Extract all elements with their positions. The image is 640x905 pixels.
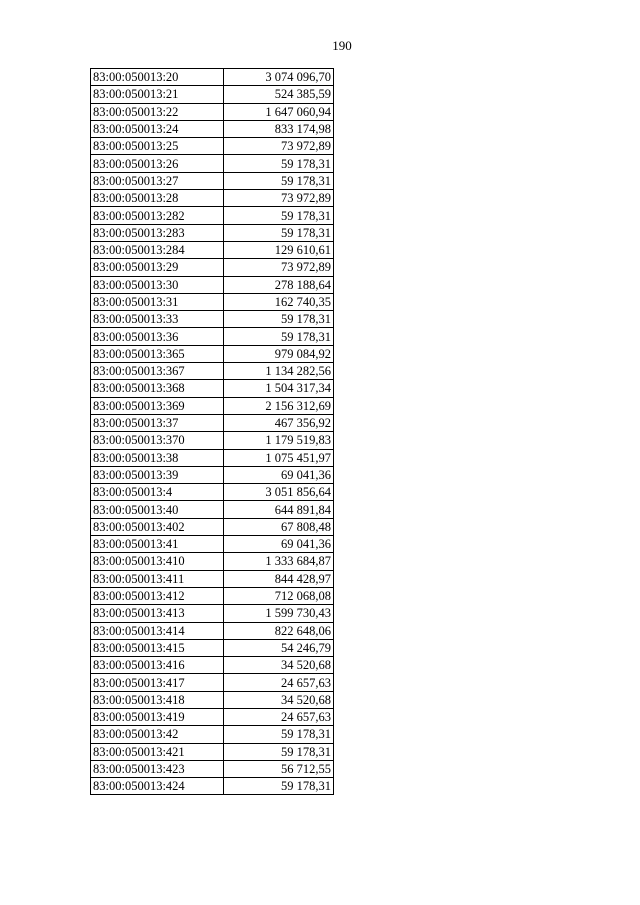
cadastral-number-cell: 83:00:050013:423 — [91, 760, 224, 777]
table-row — [91, 708, 334, 725]
cadastral-value-cell: 73 972,89 — [224, 190, 334, 207]
cadastral-value-table — [90, 68, 334, 795]
table-row — [91, 241, 334, 258]
cadastral-value-cell: 59 178,31 — [224, 778, 334, 795]
table-row — [91, 691, 334, 708]
cadastral-value-cell: 34 520,68 — [224, 657, 334, 674]
table-row — [91, 190, 334, 207]
cadastral-value-cell: 844 428,97 — [224, 570, 334, 587]
table-row — [91, 639, 334, 656]
cadastral-number-cell: 83:00:050013:414 — [91, 622, 224, 639]
cadastral-number-cell: 83:00:050013:412 — [91, 587, 224, 604]
cadastral-value-cell: 59 178,31 — [224, 224, 334, 241]
cadastral-number-cell: 83:00:050013:38 — [91, 449, 224, 466]
cadastral-number-cell: 83:00:050013:410 — [91, 553, 224, 570]
cadastral-value-cell: 1 134 282,56 — [224, 363, 334, 380]
table-row — [91, 501, 334, 518]
cadastral-value-cell: 162 740,35 — [224, 293, 334, 310]
cadastral-value-cell: 833 174,98 — [224, 120, 334, 137]
cadastral-value-cell: 129 610,61 — [224, 241, 334, 258]
cadastral-number-cell: 83:00:050013:20 — [91, 69, 224, 86]
table-row — [91, 138, 334, 155]
cadastral-value-cell: 73 972,89 — [224, 138, 334, 155]
table-row — [91, 726, 334, 743]
cadastral-number-cell: 83:00:050013:30 — [91, 276, 224, 293]
table-row — [91, 553, 334, 570]
table-row — [91, 172, 334, 189]
cadastral-value-cell: 59 178,31 — [224, 172, 334, 189]
table-row — [91, 484, 334, 501]
cadastral-number-cell: 83:00:050013:42 — [91, 726, 224, 743]
cadastral-value-cell: 24 657,63 — [224, 674, 334, 691]
cadastral-number-cell: 83:00:050013:424 — [91, 778, 224, 795]
cadastral-value-cell: 278 188,64 — [224, 276, 334, 293]
cadastral-number-cell: 83:00:050013:24 — [91, 120, 224, 137]
page-number: 190 — [332, 38, 352, 53]
table-row — [91, 760, 334, 777]
cadastral-value-cell: 59 178,31 — [224, 743, 334, 760]
cadastral-number-cell: 83:00:050013:419 — [91, 708, 224, 725]
table-row — [91, 414, 334, 431]
table-row — [91, 449, 334, 466]
cadastral-number-cell: 83:00:050013:25 — [91, 138, 224, 155]
cadastral-number-cell: 83:00:050013:421 — [91, 743, 224, 760]
cadastral-value-cell: 822 648,06 — [224, 622, 334, 639]
cadastral-value-cell: 3 074 096,70 — [224, 69, 334, 86]
cadastral-number-cell: 83:00:050013:29 — [91, 259, 224, 276]
cadastral-number-cell: 83:00:050013:283 — [91, 224, 224, 241]
table-row — [91, 432, 334, 449]
cadastral-value-cell: 1 333 684,87 — [224, 553, 334, 570]
cadastral-number-cell: 83:00:050013:411 — [91, 570, 224, 587]
cadastral-value-cell: 979 084,92 — [224, 345, 334, 362]
table-body — [91, 69, 334, 795]
table-row — [91, 69, 334, 86]
table-row — [91, 605, 334, 622]
cadastral-value-cell: 3 051 856,64 — [224, 484, 334, 501]
table-row — [91, 363, 334, 380]
cadastral-number-cell: 83:00:050013:27 — [91, 172, 224, 189]
cadastral-number-cell: 83:00:050013:41 — [91, 536, 224, 553]
cadastral-number-cell: 83:00:050013:4 — [91, 484, 224, 501]
cadastral-number-cell: 83:00:050013:367 — [91, 363, 224, 380]
cadastral-value-cell: 24 657,63 — [224, 708, 334, 725]
cadastral-value-cell: 1 179 519,83 — [224, 432, 334, 449]
cadastral-number-cell: 83:00:050013:31 — [91, 293, 224, 310]
cadastral-number-cell: 83:00:050013:415 — [91, 639, 224, 656]
table-row — [91, 155, 334, 172]
table-row — [91, 570, 334, 587]
table-row — [91, 207, 334, 224]
cadastral-value-cell: 54 246,79 — [224, 639, 334, 656]
table-row — [91, 293, 334, 310]
table-row — [91, 518, 334, 535]
cadastral-number-cell: 83:00:050013:413 — [91, 605, 224, 622]
cadastral-value-cell: 1 075 451,97 — [224, 449, 334, 466]
cadastral-number-cell: 83:00:050013:365 — [91, 345, 224, 362]
cadastral-number-cell: 83:00:050013:418 — [91, 691, 224, 708]
cadastral-value-cell: 67 808,48 — [224, 518, 334, 535]
cadastral-value-cell: 59 178,31 — [224, 207, 334, 224]
cadastral-value-cell: 59 178,31 — [224, 155, 334, 172]
table-row — [91, 657, 334, 674]
table-row — [91, 622, 334, 639]
cadastral-number-cell: 83:00:050013:282 — [91, 207, 224, 224]
table-row — [91, 276, 334, 293]
table-row — [91, 120, 334, 137]
cadastral-value-cell: 644 891,84 — [224, 501, 334, 518]
cadastral-number-cell: 83:00:050013:402 — [91, 518, 224, 535]
cadastral-value-cell: 59 178,31 — [224, 311, 334, 328]
table-row — [91, 536, 334, 553]
cadastral-number-cell: 83:00:050013:36 — [91, 328, 224, 345]
cadastral-number-cell: 83:00:050013:417 — [91, 674, 224, 691]
table-row — [91, 743, 334, 760]
cadastral-value-cell: 467 356,92 — [224, 414, 334, 431]
table-row — [91, 674, 334, 691]
cadastral-value-cell: 73 972,89 — [224, 259, 334, 276]
cadastral-number-cell: 83:00:050013:368 — [91, 380, 224, 397]
table-row — [91, 328, 334, 345]
cadastral-value-cell: 2 156 312,69 — [224, 397, 334, 414]
cadastral-number-cell: 83:00:050013:22 — [91, 103, 224, 120]
table-row — [91, 466, 334, 483]
cadastral-value-cell: 59 178,31 — [224, 726, 334, 743]
table-row — [91, 103, 334, 120]
cadastral-value-cell: 524 385,59 — [224, 86, 334, 103]
cadastral-number-cell: 83:00:050013:33 — [91, 311, 224, 328]
table-row — [91, 345, 334, 362]
cadastral-number-cell: 83:00:050013:370 — [91, 432, 224, 449]
cadastral-value-cell: 1 647 060,94 — [224, 103, 334, 120]
cadastral-value-cell: 712 068,08 — [224, 587, 334, 604]
table-row — [91, 380, 334, 397]
cadastral-number-cell: 83:00:050013:28 — [91, 190, 224, 207]
table-row — [91, 86, 334, 103]
cadastral-value-cell: 69 041,36 — [224, 536, 334, 553]
table-row — [91, 311, 334, 328]
cadastral-number-cell: 83:00:050013:21 — [91, 86, 224, 103]
table-row — [91, 397, 334, 414]
cadastral-number-cell: 83:00:050013:369 — [91, 397, 224, 414]
table-row — [91, 778, 334, 795]
cadastral-value-cell: 34 520,68 — [224, 691, 334, 708]
cadastral-number-cell: 83:00:050013:40 — [91, 501, 224, 518]
table-row — [91, 259, 334, 276]
cadastral-number-cell: 83:00:050013:39 — [91, 466, 224, 483]
cadastral-number-cell: 83:00:050013:284 — [91, 241, 224, 258]
table-row — [91, 224, 334, 241]
cadastral-value-cell: 69 041,36 — [224, 466, 334, 483]
cadastral-value-cell: 1 504 317,34 — [224, 380, 334, 397]
cadastral-value-cell: 59 178,31 — [224, 328, 334, 345]
cadastral-number-cell: 83:00:050013:416 — [91, 657, 224, 674]
table-row — [91, 587, 334, 604]
cadastral-value-cell: 56 712,55 — [224, 760, 334, 777]
cadastral-number-cell: 83:00:050013:26 — [91, 155, 224, 172]
cadastral-number-cell: 83:00:050013:37 — [91, 414, 224, 431]
cadastral-value-cell: 1 599 730,43 — [224, 605, 334, 622]
